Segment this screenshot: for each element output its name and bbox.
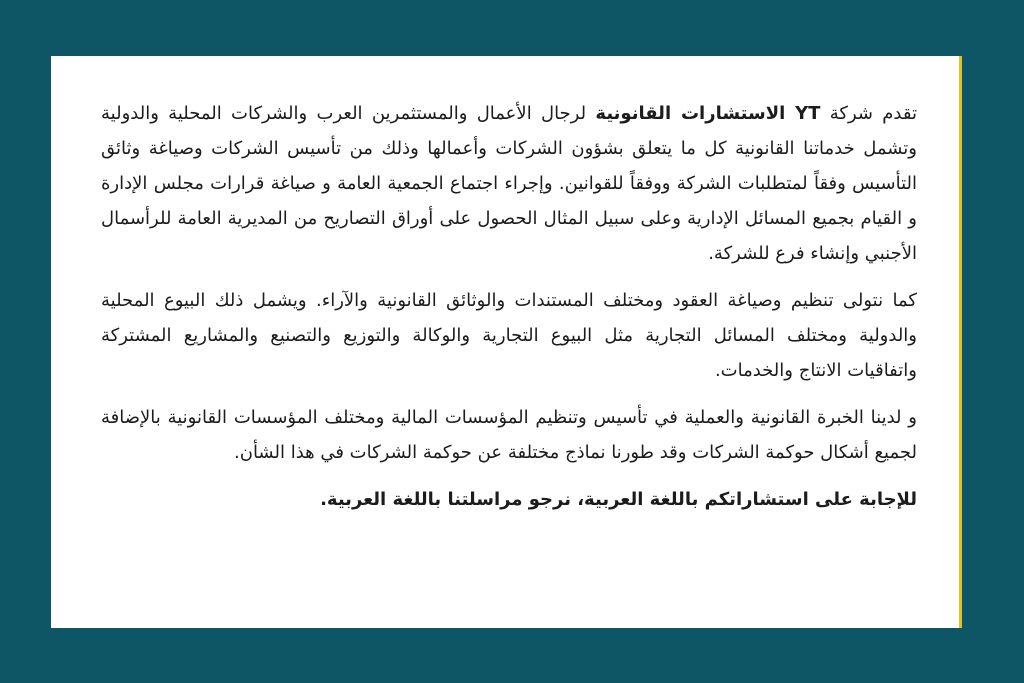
intro-body-text: لرجال الأعمال والمستثمرين العرب والشركات المحلية والدولية وتشمل خدماتنا القانونية كل ما يتعلق بشؤون الشركات وأعمالها وذلك من تأسيس الشركات وصياغة وثائق التأسيس وفقاً لمتطلبات الشركة ووفقاً للقوانين. وإجراء اجتماع الجمعية العامة و صياغة قرارات مجلس الإدارة و القيام بجميع المسائل الإدارية وعلى سبيل المثال الحصول على أوراق التصاريح من المديرية العامة للرأسمال الأجنبي وإنشاء فرع للشركة. <box>101 103 917 264</box>
closing-note: للإجابة على استشاراتكم باللغة العربية، نرجو مراسلتنا باللغة العربية. <box>320 489 917 510</box>
paragraph-contracts: كما نتولى تنظيم وصياغة العقود ومختلف المستندات والوثائق القانونية والآراء. ويشمل ذلك البيوع المحلية والدولية ومختلف المسائل التجارية مثل البيوع التجارية والوكالة والتوزيع والتصنيع والمشاريع المشتركة واتفاقيات الانتاج والخدمات. <box>101 290 917 381</box>
document-body <box>101 96 917 529</box>
intro-lead-text: تقدم شركة <box>820 103 917 124</box>
content-card <box>51 56 962 628</box>
paragraph-intro <box>101 96 917 271</box>
company-name: YT الاستشارات القانونية <box>595 103 821 124</box>
paragraph-expertise: و لدينا الخبرة القانونية والعملية في تأسيس وتنظيم المؤسسات المالية ومختلف المؤسسات القانونية بالإضافة لجميع أشكال حوكمة الشركات وقد طورنا نماذج مختلفة عن حوكمة الشركات في هذا الشأن. <box>101 407 917 463</box>
